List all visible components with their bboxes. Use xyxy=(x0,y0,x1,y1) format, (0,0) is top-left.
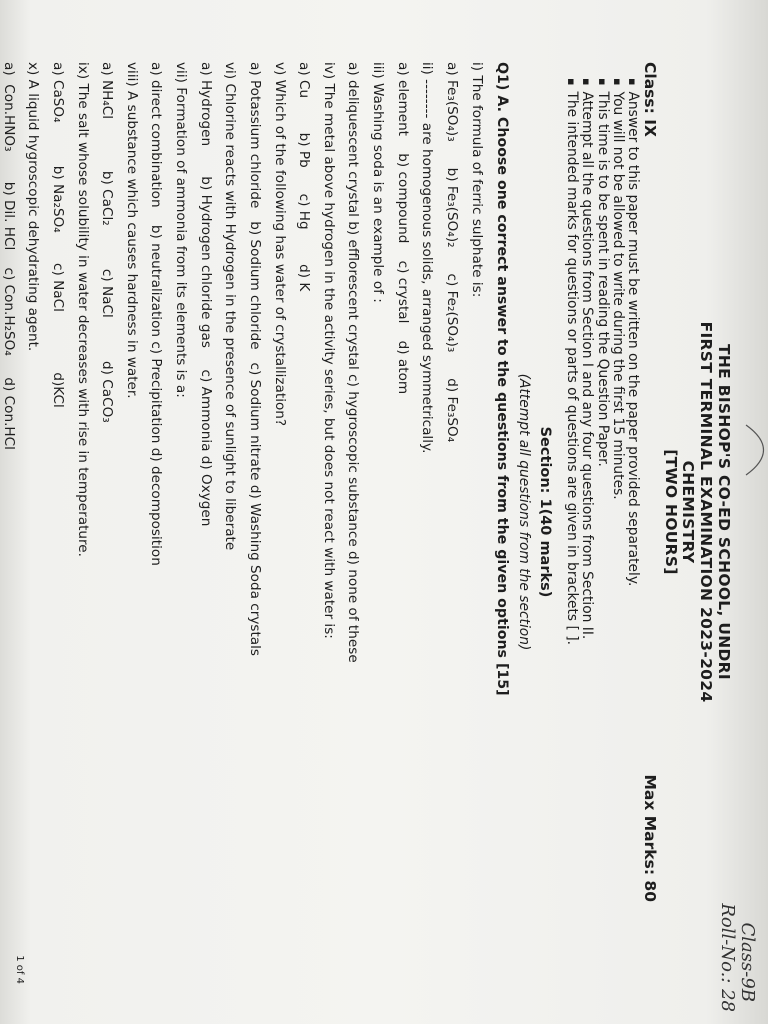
handwritten-class: Class-9B xyxy=(737,922,758,1002)
question-options: a) deliquescent crystal b) efflorescent crystal c) hygroscopic substance d) none of these xyxy=(345,62,362,663)
question-heading: Q1) A. Choose one correct answer to the questions from the given options [15] xyxy=(493,62,510,696)
exam-name: FIRST TERMINAL EXAMINATION 2023-2024 xyxy=(697,321,716,703)
question-text: vi) Chlorine reacts with Hydrogen in the presence of sunlight to liberate xyxy=(222,62,239,551)
question-options: a) element b) compound c) crystal d) atom xyxy=(394,62,411,395)
section-note: (Attempt all questions from the section) xyxy=(516,373,533,651)
question-options: a) Hydrogen b) Hydrogen chloride gas c) Ammonia d) Oxygen xyxy=(197,62,214,527)
question-text: iii) Washing soda is an example of : xyxy=(370,62,387,303)
school-name: THE BISHOP'S CO-ED SCHOOL, UNDRI xyxy=(715,344,733,680)
question-text: iv) The metal above hydrogen in the activity series, but does not react with water is: xyxy=(320,62,337,639)
instruction-item: ▪ You will not be allowed to write during the first 15 minutes. xyxy=(610,78,625,962)
pen-mark xyxy=(736,420,768,480)
question-text: ix) The salt whose solubility in water decreases with rise in temperature. xyxy=(74,62,91,557)
question-text: v) Which of the following has water of crystallization? xyxy=(271,62,288,427)
question-options: a) Fe₃(SO₄)₃ b) Fe₃(SO₄)₂ c) Fe₂(SO₄)₃ d) Fe₃SO₄ xyxy=(443,62,460,443)
question-text: ii) -------- are homogenous solids, arranged symmetrically. xyxy=(419,62,436,454)
instruction-item: ▪ Answer to this paper must be written on the paper provided separately. xyxy=(625,78,640,962)
instruction-item: ▪ This time is to be spent in reading the Question Paper. xyxy=(594,78,609,962)
instruction-item: ▪ Attempt all the questions from Section I and any four questions from Section II. xyxy=(579,78,594,962)
question-options: a) CaSO₄ b) Na₂SO₄ c) NaCl d)KCl xyxy=(49,62,66,408)
question-list xyxy=(0,62,485,962)
instruction-item: ▪ The intended marks for questions or parts of questions are given in brackets [ ]. xyxy=(563,78,578,962)
question-text: vii) Formation of ammonia from its elements is a: xyxy=(173,62,190,398)
exam-duration: [TWO HOURS] xyxy=(661,449,680,575)
question-text: viii) A substance which causes hardness in water. xyxy=(123,62,140,399)
question-options: a) Con.HNO₃ b) Dil. HCl c) Con.H₂SO₄ d) Con.HCl xyxy=(0,62,17,450)
page-number: 1 of 4 xyxy=(14,955,25,984)
max-marks: Max Marks: 80 xyxy=(640,774,659,902)
section-title: Section: 1(40 marks) xyxy=(537,426,554,598)
question-options: a) Cu b) Pb c) Hg d) K xyxy=(296,62,313,292)
question-options: a) Potassium chloride b) Sodium chloride c) Sodium nitrate d) Washing Soda crystals xyxy=(246,62,263,656)
question-options: a) NH₄Cl b) CaCl₂ c) NaCl d) CaCO₃ xyxy=(99,62,116,423)
question-text: x) A liquid hygroscopic dehydrating agent. xyxy=(25,62,42,352)
subject-name: CHEMISTRY xyxy=(679,460,698,564)
instructions-list xyxy=(563,62,640,962)
class-marks-row xyxy=(640,62,658,962)
exam-header xyxy=(661,62,732,962)
handwritten-roll-no: Roll-No.: 28 xyxy=(717,903,738,1012)
question-text: i) The formula of ferric sulphate is: xyxy=(468,62,485,298)
question-options: a) direct combination b) neutralization c) Precipitation d) decomposition xyxy=(148,62,165,566)
exam-content xyxy=(0,62,732,962)
class-label: Class: IX xyxy=(640,62,659,137)
